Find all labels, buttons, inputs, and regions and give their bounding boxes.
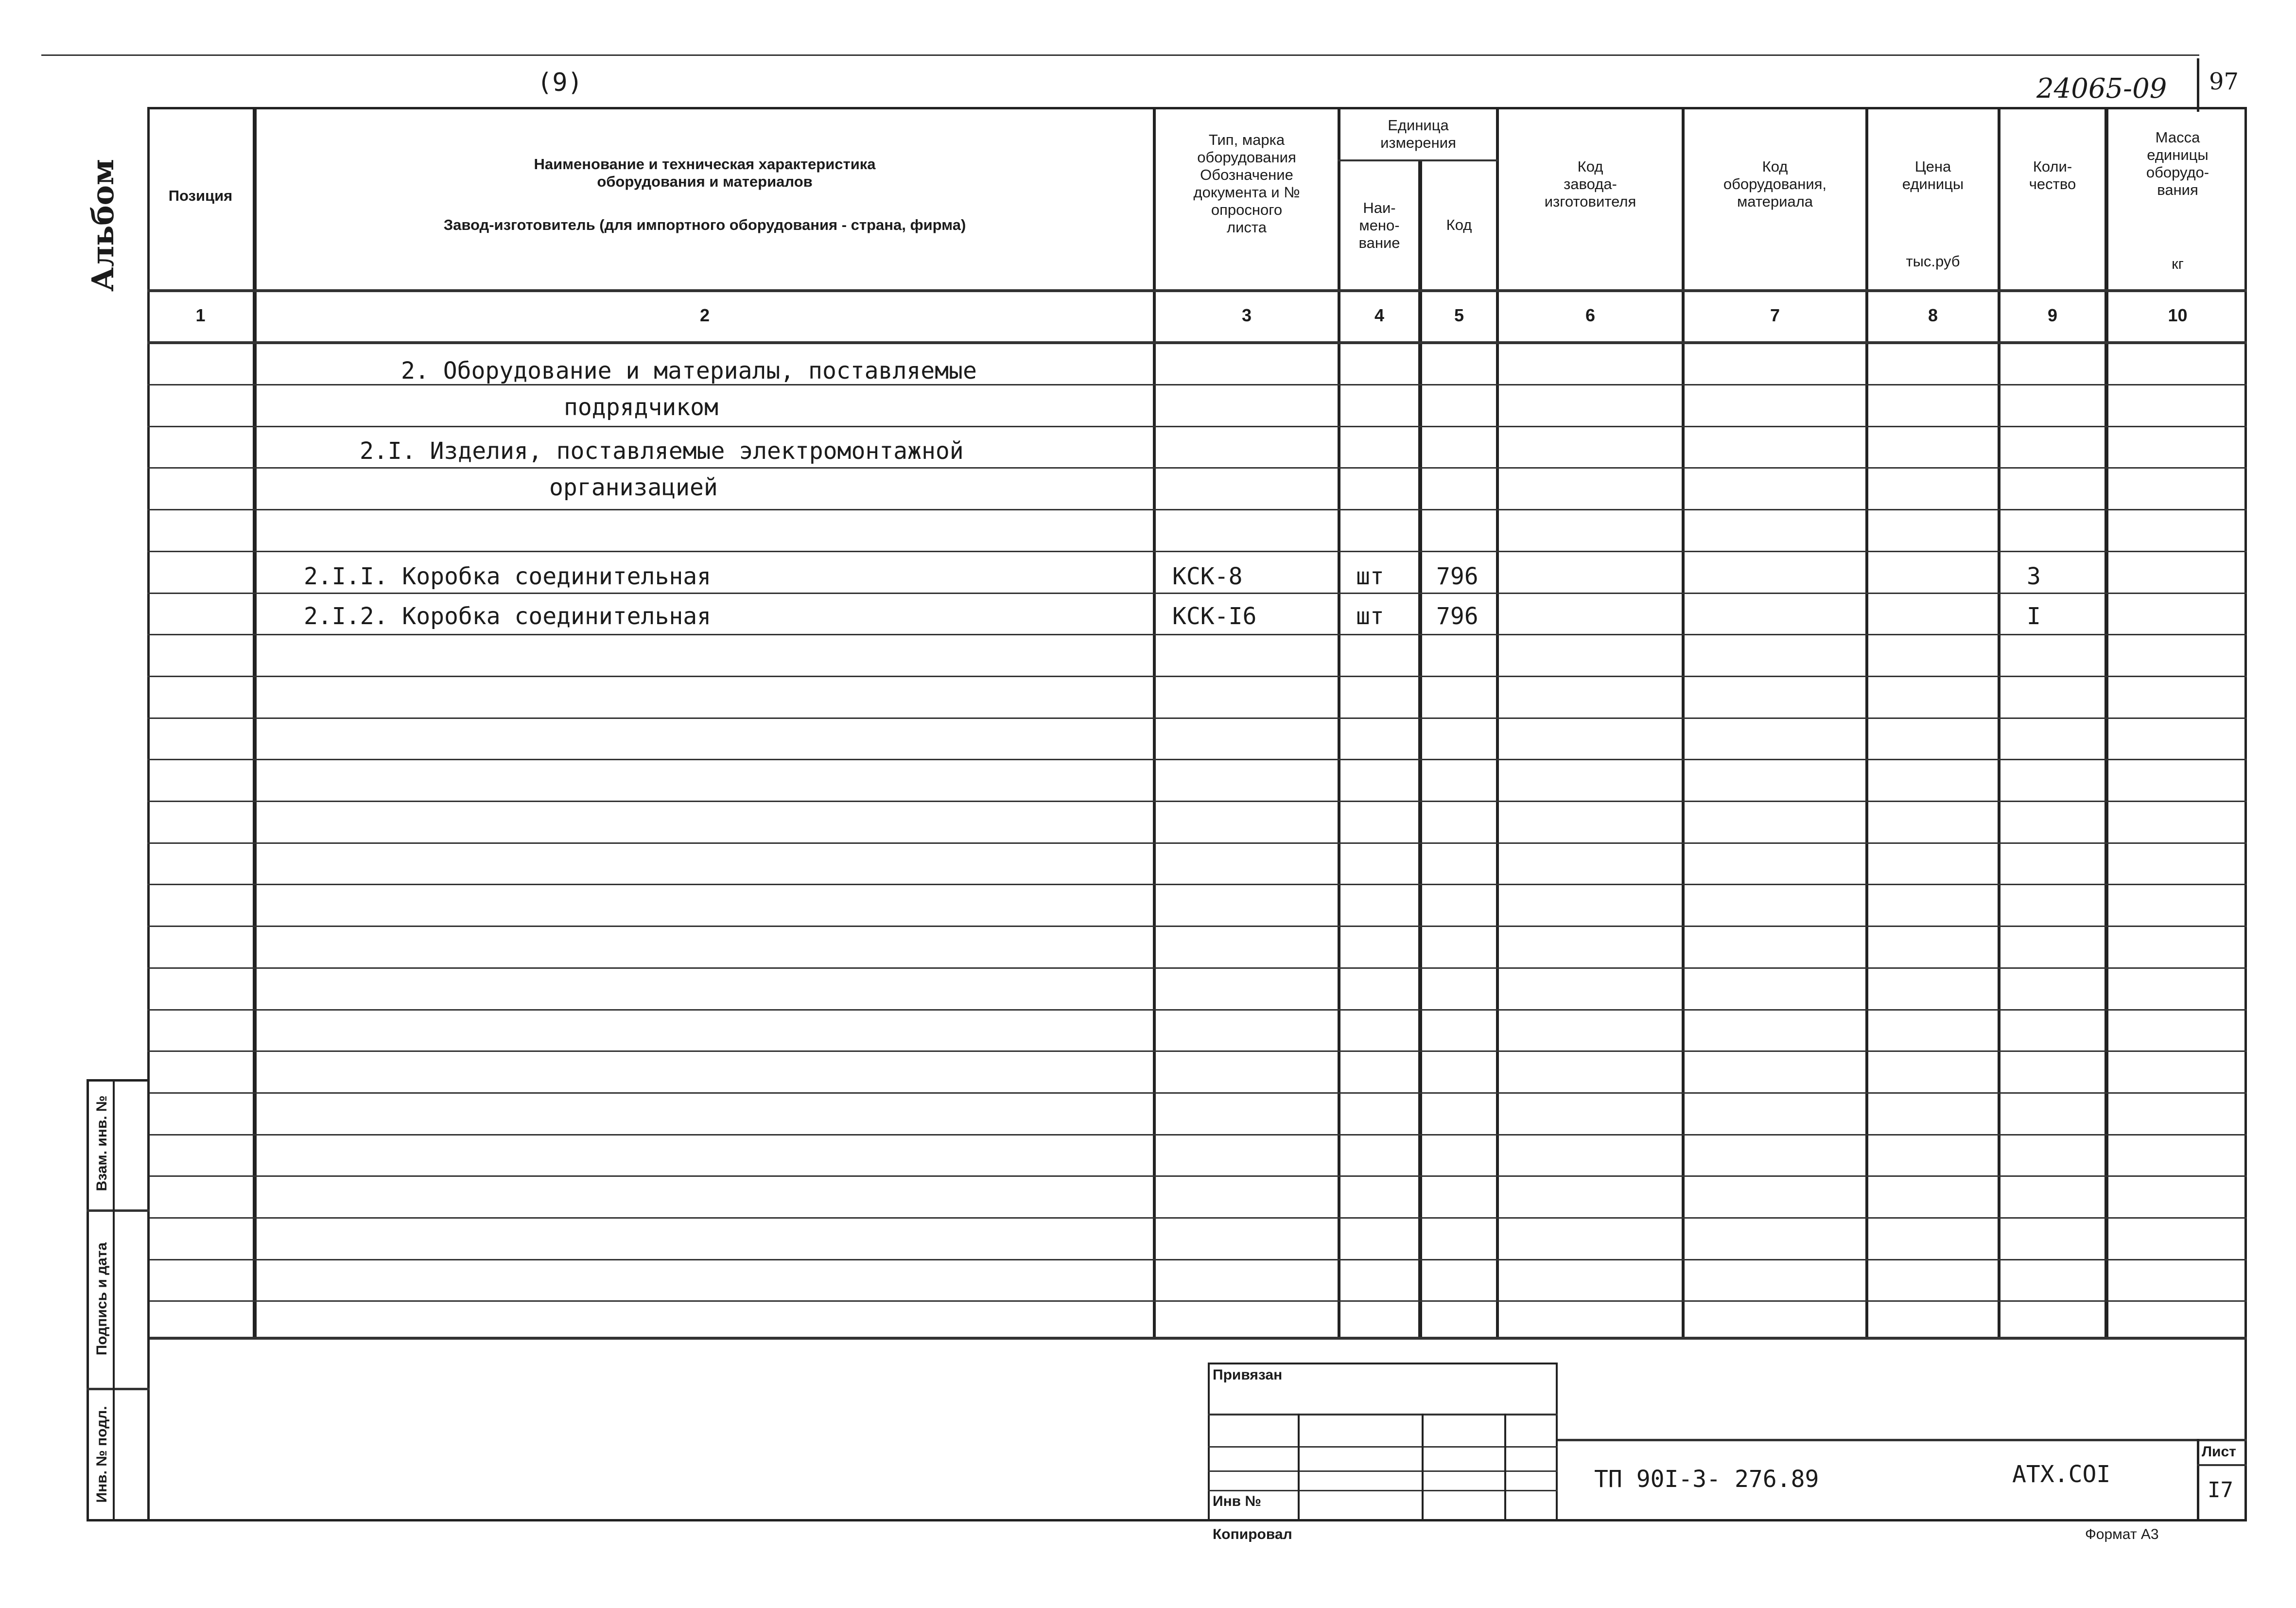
table-row-line [147, 426, 2247, 427]
privyazan-col [1422, 1414, 1424, 1519]
section-21-line1: 2.I. Изделия, поставляемые электромонтажной [360, 437, 964, 465]
sheet-divider [2197, 1439, 2199, 1521]
sheet-mark: (9) [537, 68, 583, 97]
col-line [1418, 160, 1422, 1339]
privyazan-col [1504, 1414, 1506, 1519]
drawing-code: АТХ.COI [2012, 1461, 2111, 1488]
page-number-divider [2197, 58, 2199, 112]
header-factory-code: Код завода- изготовителя [1544, 158, 1636, 210]
header-mass: Масса единицы оборудо- вания [2146, 129, 2209, 198]
table-row-line [147, 509, 2247, 510]
table-row-line [147, 1217, 2247, 1219]
header-mass-unit: кг [2172, 255, 2184, 272]
table-row-line [147, 884, 2247, 885]
inv-label: Инв № [1213, 1493, 1261, 1509]
table-row-line [147, 1134, 2247, 1136]
item1-type: КСК-8 [1172, 563, 1243, 590]
table-row-line [147, 842, 2247, 844]
colnum-9: 9 [2047, 305, 2058, 325]
left-stamp-inner [113, 1079, 115, 1521]
item2-type: КСК-I6 [1172, 603, 1257, 630]
designation: ТП 90I-3- 276.89 [1594, 1466, 1819, 1493]
table-row-line [147, 467, 2247, 469]
copied-label: Копировал [1213, 1526, 1292, 1542]
header-manufacturer: Завод-изготовитель (для импортного оборудования - страна, фирма) [443, 216, 966, 233]
header-price-unit: тыс.руб [1906, 253, 1960, 270]
privyazan-col [1298, 1414, 1300, 1519]
header-unit-group: Единица измерения [1380, 117, 1456, 151]
table-row-line [147, 967, 2247, 969]
header-quantity: Коли- чество [2029, 158, 2076, 192]
header-equipment-code: Код оборудования, материала [1723, 158, 1827, 210]
table-row-line [147, 593, 2247, 594]
stamp-vzam: Взам. инв. № [94, 1095, 110, 1191]
table-row-line [147, 1050, 2247, 1052]
colnum-3: 3 [1241, 305, 1252, 325]
table-row-line [147, 717, 2247, 719]
section-2-line1: 2. Оборудование и материалы, поставляемые [401, 357, 977, 385]
table-row-line [147, 926, 2247, 927]
header-price: Цена единицы [1902, 158, 1964, 192]
colnum-2: 2 [699, 305, 710, 325]
privyazan-label: Привязан [1213, 1367, 1283, 1383]
colnum-7: 7 [1770, 305, 1780, 325]
item2-qty: I [2027, 603, 2041, 630]
sheet-divider-h [2197, 1464, 2247, 1466]
header-name: Наименование и техническая характеристика оборудования и материалов [534, 156, 876, 190]
unit-group-line [1338, 159, 1498, 161]
item1-name: 2.I.I. Коробка соединительная [304, 563, 712, 590]
item1-code: 796 [1436, 563, 1478, 590]
document-number: 24065-09 [2036, 73, 2167, 105]
sheet-label: Лист [2202, 1444, 2236, 1460]
item2-unit: шт [1356, 603, 1384, 630]
colnum-8: 8 [1928, 305, 1938, 325]
table-row-line [147, 1175, 2247, 1177]
section-21-line2: организацией [549, 474, 718, 501]
item2-code: 796 [1436, 603, 1478, 630]
colnum-6: 6 [1585, 305, 1596, 325]
colnum-10: 10 [2168, 305, 2188, 325]
sheet-number: I7 [2208, 1478, 2233, 1503]
table-row-line [147, 1259, 2247, 1260]
table-row-line [147, 1009, 2247, 1011]
table-row-line [147, 551, 2247, 552]
table-row-line [147, 801, 2247, 802]
table-row-line [147, 1092, 2247, 1094]
page-number: 97 [2209, 68, 2239, 95]
stamp-inv: Инв. № подл. [94, 1406, 110, 1503]
table-row-line [147, 1300, 2247, 1302]
table-row-line [147, 634, 2247, 635]
format-label: Формат А3 [2085, 1526, 2159, 1542]
colnum-4: 4 [1374, 305, 1385, 325]
colnum-5: 5 [1454, 305, 1464, 325]
table-bottom-line [147, 1337, 2247, 1340]
table-row-line [147, 676, 2247, 677]
section-2-line2: подрядчиком [564, 394, 718, 421]
item1-qty: 3 [2027, 563, 2041, 590]
title-top-line [1558, 1439, 2247, 1441]
header-bottom-line [147, 289, 2247, 292]
colnum-1: 1 [195, 305, 206, 325]
header-unit-code: Код [1446, 216, 1472, 233]
item2-name: 2.I.2. Коробка соединительная [304, 603, 712, 630]
album-label: Альбом [85, 159, 121, 292]
stamp-podpis: Подпись и дата [94, 1242, 110, 1356]
header-position: Позиция [168, 187, 233, 204]
header-unit-name: Наи- мено- вание [1358, 199, 1400, 251]
header-type: Тип, марка оборудования Обозначение документа и № опросного листа [1193, 131, 1300, 236]
top-dashed-border [41, 54, 2199, 56]
table-row-line [147, 759, 2247, 760]
item1-unit: шт [1356, 563, 1384, 590]
colnum-bottom-line [147, 341, 2247, 344]
